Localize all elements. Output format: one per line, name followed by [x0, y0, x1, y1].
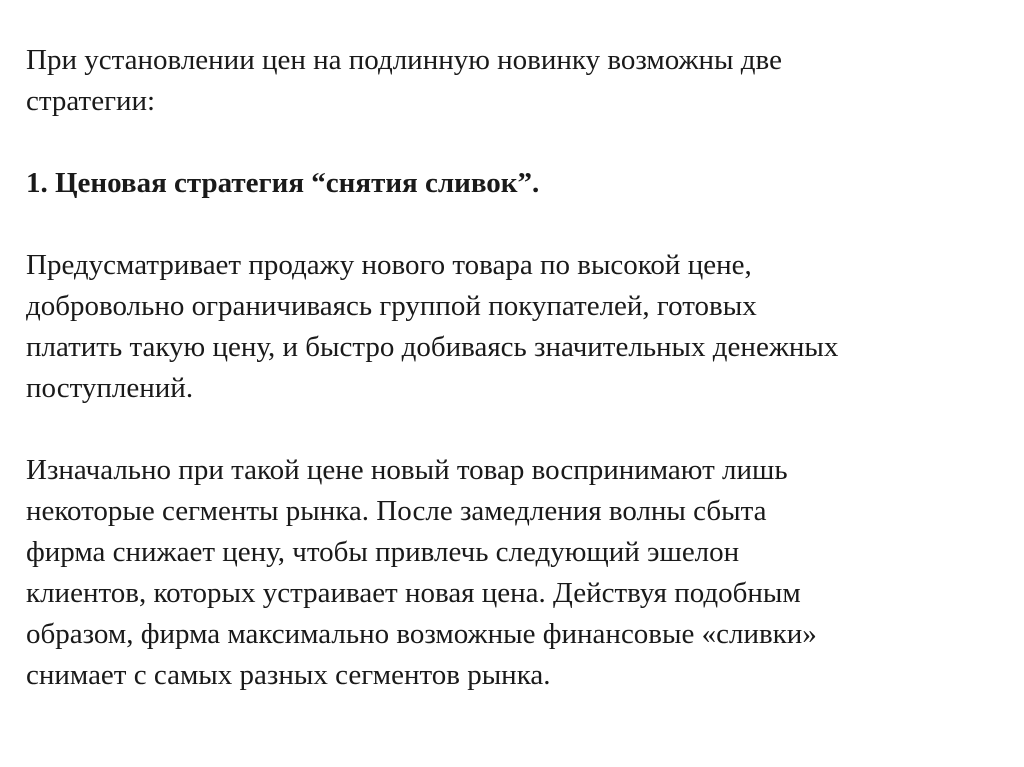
description-paragraph	[26, 245, 996, 409]
intro-paragraph	[26, 40, 996, 122]
description-line: поступлений.	[26, 372, 194, 404]
spacer	[26, 204, 996, 245]
intro-line: стратегии:	[26, 85, 156, 117]
explanation-line: образом, фирма максимально возможные финансовые «сливки»	[26, 618, 817, 650]
description-line: платить такую цену, и быстро добиваясь значительных денежных	[26, 331, 839, 363]
explanation-line: фирма снижает цену, чтобы привлечь следующий эшелон	[26, 536, 740, 568]
description-line: Предусматривает продажу нового товара по высокой цене,	[26, 249, 752, 281]
strategy-heading: 1. Ценовая стратегия “снятия сливок”.	[26, 167, 540, 199]
explanation-line: снимает с самых разных сегментов рынка.	[26, 659, 551, 691]
slide-content	[26, 40, 996, 696]
spacer	[26, 409, 996, 450]
explanation-paragraph	[26, 450, 996, 696]
explanation-line: Изначально при такой цене новый товар воспринимают лишь	[26, 454, 788, 486]
description-line: добровольно ограничиваясь группой покупателей, готовых	[26, 290, 757, 322]
explanation-line: некоторые сегменты рынка. После замедления волны сбыта	[26, 495, 767, 527]
explanation-line: клиентов, которых устраивает новая цена. Действуя подобным	[26, 577, 801, 609]
intro-line: При установлении цен на подлинную новинку возможны две	[26, 44, 782, 76]
spacer	[26, 122, 996, 163]
